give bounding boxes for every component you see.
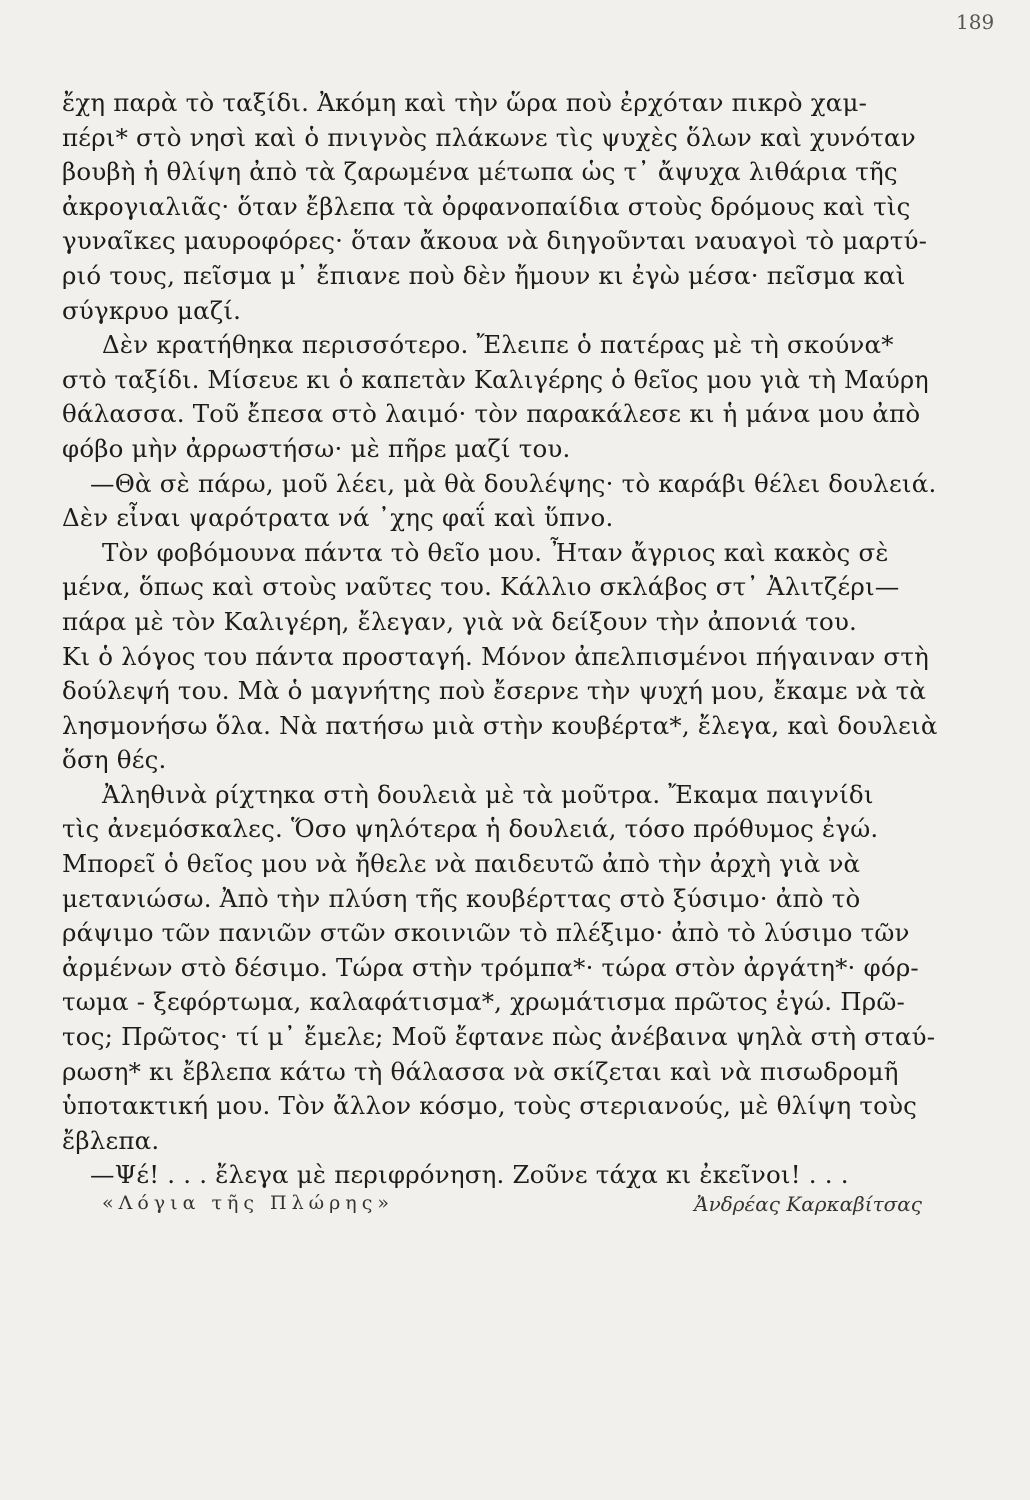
text-line: Κι ὁ λόγος του πάντα προσταγή. Μόνον ἀπελπισμένοι πήγαιναν στὴ <box>62 641 929 671</box>
text-line: —Ψέ! . . . ἔλεγα μὲ περιφρόνηση. Ζοῦνε τάχα κι ἐκεῖνοι! . . . <box>90 1160 849 1190</box>
text-line: τὶς ἀνεμόσκαλες. Ὅσο ψηλότερα ἡ δουλειά, τόσο πρόθυμος ἐγώ. <box>62 814 879 844</box>
text-line: ἔβλεπα. <box>62 1125 160 1155</box>
text-line: Ἀληθινὰ ρίχτηκα στὴ δουλειὰ μὲ τὰ μοῦτρα. Ἔκαμα παιγνίδι <box>102 779 874 809</box>
text-line: σύγκρυο μαζί. <box>62 295 242 325</box>
text-line: γυναῖκες μαυροφόρες· ὅταν ἄκουα νὰ διηγοῦνται ναυαγοὶ τὸ μαρτύ- <box>62 226 928 256</box>
text-line: Δὲν κρατήθηκα περισσότερο. Ἔλειπε ὁ πατέρας μὲ τὴ σκούνα* <box>102 330 894 360</box>
text-line: ἔχη παρὰ τὸ ταξίδι. Ἀκόμη καὶ τὴν ὥρα ποὺ ἐρχόταν πικρὸ χαμ- <box>62 88 868 117</box>
body-text <box>62 86 942 1193</box>
text-line: στὸ ταξίδι. Μίσευε κι ὁ καπετὰν Καλιγέρης ὁ θεῖος μου γιὰ τὴ Μαύρη <box>62 365 929 394</box>
citation-footer <box>62 1192 942 1232</box>
text-line: μετανιώσω. Ἀπὸ τὴν πλύση τῆς κουβέρττας στὸ ξύσιμο· ἀπὸ τὸ <box>62 883 861 913</box>
text-line: δούλεψή του. Μὰ ὁ μαγνήτης ποὺ ἔσερνε τὴν ψυχή μου, ἔκαμε νὰ τὰ <box>62 676 927 706</box>
text-line: Τὸν φοβόμουνα πάντα τὸ θεῖο μου. Ἦταν ἄγριος καὶ κακὸς σὲ <box>102 537 889 567</box>
text-line: ὅση θές. <box>62 745 167 775</box>
text-line: τωμα - ξεφόρτωμα, καλαφάτισμα*, χρωμάτισμα πρῶτος ἐγώ. Πρῶ- <box>62 987 906 1017</box>
text-line: ράψιμο τῶν πανιῶν στῶν σκοινιῶν τὸ πλέξιμο· ἀπὸ τὸ λύσιμο τῶν <box>62 918 910 948</box>
page-number: 189 <box>956 10 995 34</box>
text-line: τος; Πρῶτος· τί μ᾽ ἔμελε; Μοῦ ἔφτανε πὼς ἀνέβαινα ψηλὰ στὴ σταύ- <box>62 1022 936 1052</box>
text-line: ἀρμένων στὸ δέσιμο. Τώρα στὴν τρόμπα*· τώρα στὸν ἀργάτη*· φόρ- <box>62 952 919 982</box>
source-title: «Λόγια τῆς Πλώρης» <box>102 1192 394 1214</box>
text-line: ὑποτακτική μου. Τὸν ἄλλον κόσμο, τοὺς στεριανούς, μὲ θλίψη τοὺς <box>62 1091 918 1121</box>
author-name: Ἀνδρέας Καρκαβίτσας <box>694 1192 922 1216</box>
text-line: ἀκρογιαλιᾶς· ὅταν ἔβλεπα τὰ ὀρφανοπαίδια στοὺς δρόμους καὶ τὶς <box>62 191 911 221</box>
text-line: Δὲν εἶναι ψαρότρατα νά ᾽χης φαΐ καὶ ὕπνο. <box>62 503 614 533</box>
text-line: Μπορεῖ ὁ θεῖος μου νὰ ἤθελε νὰ παιδευτῶ ἀπὸ τὴν ἀρχὴ γιὰ νὰ <box>62 849 861 879</box>
text-line: μένα, ὅπως καὶ στοὺς ναῦτες του. Κάλλιο σκλάβος στ᾽ Ἀλιτζέρι— <box>62 572 900 602</box>
text-line: βουβὴ ἡ θλίψη ἀπὸ τὰ ζαρωμένα μέτωπα ὡς τ᾽ ἄψυχα λιθάρια τῆς <box>62 157 898 187</box>
text-line: ρωση* κι ἔβλεπα κάτω τὴ θάλασσα νὰ σκίζεται καὶ νὰ πισωδρομῆ <box>62 1056 899 1086</box>
text-line: πέρι* στὸ νησὶ καὶ ὁ πνιγνὸς πλάκωνε τὶς ψυχὲς ὅλων καὶ χυνόταν <box>62 122 916 152</box>
text-line: λησμονήσω ὅλα. Νὰ πατήσω μιὰ στὴν κουβέρτα*, ἔλεγα, καὶ δουλειὰ <box>62 710 938 740</box>
text-line: φόβο μὴν ἀρρωστήσω· μὲ πῆρε μαζί του. <box>62 433 571 463</box>
text-line: πάρα μὲ τὸν Καλιγέρη, ἔλεγαν, γιὰ νὰ δείξουν τὴν ἀπονιά του. <box>62 606 858 636</box>
text-line: —Θὰ σὲ πάρω, μοῦ λέει, μὰ θὰ δουλέψης· τὸ καράβι θέλει δουλειά. <box>90 468 937 498</box>
text-line: ριό τους, πεῖσμα μ᾽ ἔπιανε ποὺ δὲν ἤμουν κι ἐγὼ μέσα· πεῖσμα καὶ <box>62 260 906 290</box>
text-line: θάλασσα. Τοῦ ἔπεσα στὸ λαιμό· τὸν παρακάλεσε κι ἡ μάνα μου ἀπὸ <box>62 399 921 429</box>
